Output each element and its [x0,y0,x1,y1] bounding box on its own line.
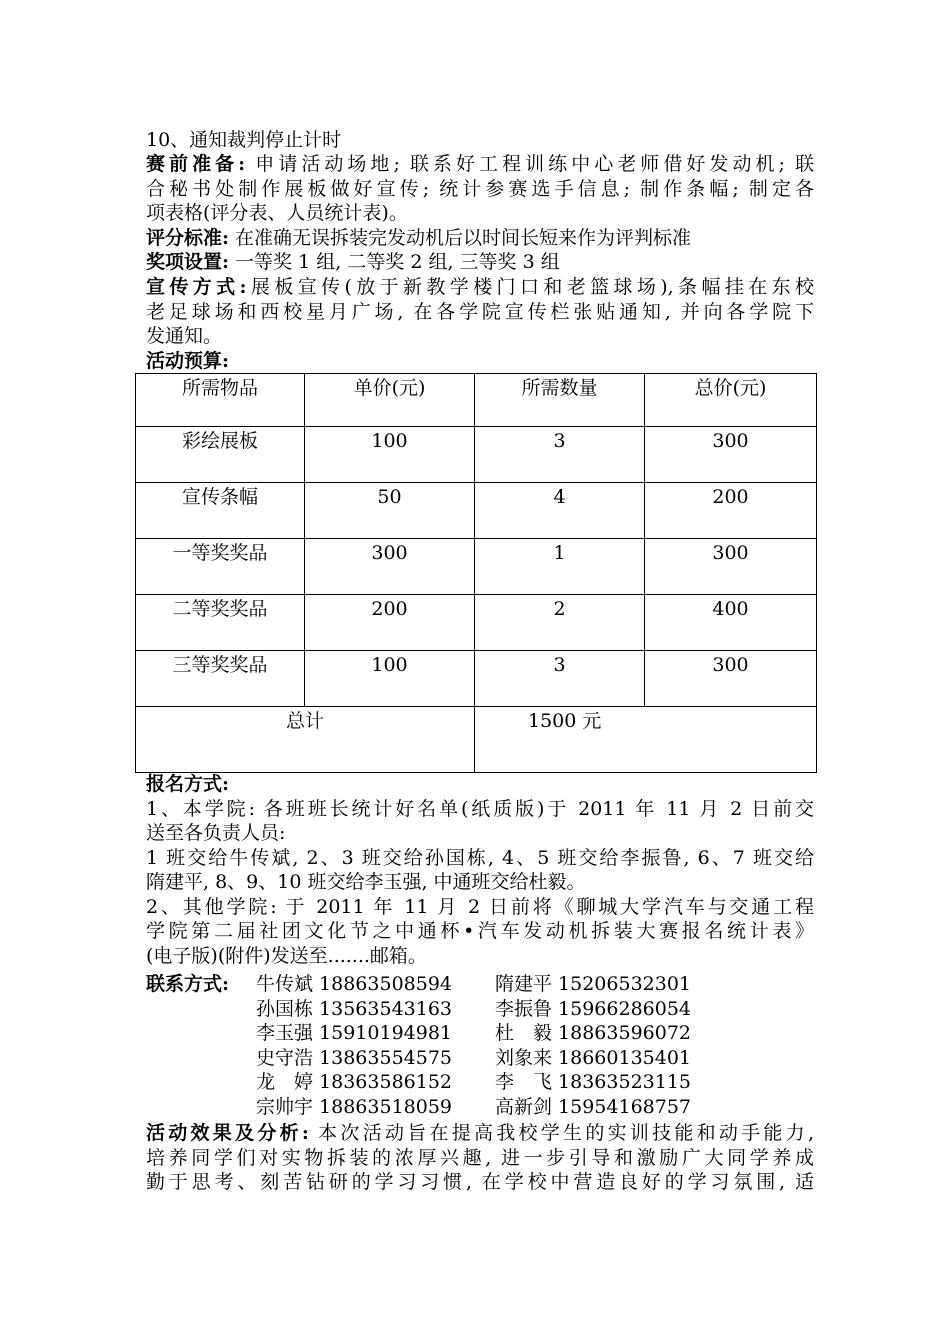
table-cell: 4 [475,483,645,539]
budget-header-cell: 所需数量 [475,374,645,427]
contact-entry: 李振鲁 15966286054 [495,997,692,1020]
budget-total-value: 1500 元 [475,707,817,773]
budget-table [135,373,817,773]
budget-header-cell: 总价(元) [645,374,817,427]
table-cell: 彩绘展板 [136,427,305,483]
contacts-row [146,1095,814,1120]
awards-label: 奖项设置: [146,251,230,273]
contact-entry: 隋建平 15206532301 [495,973,692,995]
budget-total-row [136,707,817,773]
table-cell: 300 [645,427,817,483]
budget-heading [146,349,814,374]
prep-line-3: 项表格(评分表、人员统计表)。 [146,202,408,224]
registration-line-6: 学院第二届社团文化节之中通杯•汽车发动机拆装大赛报名统计表》 [146,920,814,942]
contact-entry: 孙国栋 13563543163 [256,997,453,1020]
contacts-row [146,1046,814,1071]
budget-total-label: 总计 [136,707,475,773]
registration-line-7: (电子版)(附件)发送至.......邮箱。 [146,944,427,967]
contacts-row [146,972,814,997]
table-cell: 3 [475,651,645,707]
registration-line-3: 1 班交给牛传斌, 2、3 班交给孙国栋, 4、5 班交给李振鲁, 6、7 班交给 [146,846,814,869]
table-row [136,427,817,483]
contacts-label: 联系方式: [146,973,230,995]
step-10 [146,128,814,153]
contacts-section [146,972,814,1119]
contact-entry: 龙 婷 18363586152 [256,1071,453,1093]
awards-text: 一等奖 1 组, 二等奖 2 组, 三等奖 3 组 [229,251,560,273]
table-cell: 200 [645,483,817,539]
table-row [136,595,817,651]
contacts-row [146,1070,814,1095]
contact-entry: 宗帅宇 18863518059 [256,1095,453,1118]
contact-entry: 史守浩 13863554575 [256,1046,453,1069]
table-row [136,651,817,707]
publicity-section [146,275,814,349]
contact-entry: 刘象来 18660135401 [495,1046,692,1069]
budget-header-cell: 所需物品 [136,374,305,427]
table-cell: 2 [475,595,645,651]
prep-line-1: 申请活动场地; 联系好工程训练中心老师借好发动机; 联 [245,153,814,175]
effect-line-3: 勤于思考、刻苦钻研的学习习惯, 在学校中营造良好的学习氛围, 适 [146,1171,814,1193]
publicity-label: 宣传方式: [146,276,247,298]
effect-label: 活动效果及分析: [146,1122,309,1144]
table-cell: 二等奖奖品 [136,595,305,651]
prep-label: 赛前准备: [146,153,246,175]
contact-entry: 杜 毅 18863596072 [495,1022,692,1044]
prep-line-2: 合秘书处制作展板做好宣传; 统计参赛选手信息; 制作条幅; 制定各 [146,177,814,200]
contact-entry: 高新剑 15954168757 [495,1095,692,1118]
awards-section [146,250,814,275]
publicity-line-1: 展板宣传(放于新教学楼门口和老篮球场),条幅挂在东校 [246,276,814,298]
table-cell: 300 [645,651,817,707]
scoring-label: 评分标准: [146,227,230,249]
budget-label: 活动预算: [146,350,230,372]
budget-header-row [136,374,817,427]
registration-section [146,772,814,968]
registration-line-5: 2、其他学院: 于 2011 年 11 月 2 日前将《聊城大学汽车与交通工程 [146,895,814,918]
publicity-line-3: 发通知。 [146,325,223,347]
table-cell: 300 [305,539,475,595]
effect-line-1: 本次活动旨在提高我校学生的实训技能和动手能力, [308,1122,814,1144]
table-cell: 300 [645,539,817,595]
table-cell: 1 [475,539,645,595]
table-cell: 100 [305,651,475,707]
effect-line-2: 培养同学们对实物拆装的浓厚兴趣, 进一步引导和激励广大同学养成 [146,1146,814,1169]
table-cell: 宣传条幅 [136,483,305,539]
budget-header-cell: 单价(元) [305,374,475,427]
contacts-row [146,1021,814,1046]
effect-section [146,1121,814,1195]
contacts-row [146,997,814,1022]
step-10-text: 10、通知裁判停止计时 [146,129,342,151]
registration-line-2: 送至各负责人员: [146,822,286,844]
table-cell: 3 [475,427,645,483]
table-cell: 50 [305,483,475,539]
scoring-section [146,226,814,251]
table-cell: 100 [305,427,475,483]
table-cell: 一等奖奖品 [136,539,305,595]
table-cell: 200 [305,595,475,651]
prep-section [146,152,814,226]
publicity-line-2: 老足球场和西校星月广场, 在各学院宣传栏张贴通知, 并向各学院下 [146,300,814,323]
table-cell: 400 [645,595,817,651]
registration-line-4: 隋建平, 8、9、10 班交给李玉强, 中通班交给杜毅。 [146,871,586,893]
contact-entry: 牛传斌 18863508594 [256,973,453,995]
table-cell: 三等奖奖品 [136,651,305,707]
registration-label: 报名方式: [146,773,230,795]
table-row [136,539,817,595]
contact-entry: 李玉强 15910194981 [256,1022,453,1044]
scoring-text: 在准确无误拆装完发动机后以时间长短来作为评判标准 [229,227,692,249]
table-row [136,483,817,539]
contact-entry: 李 飞 18363523115 [495,1071,692,1093]
registration-line-1: 1、本学院: 各班班长统计好名单(纸质版)于 2011 年 11 月 2 日前交 [146,797,814,820]
